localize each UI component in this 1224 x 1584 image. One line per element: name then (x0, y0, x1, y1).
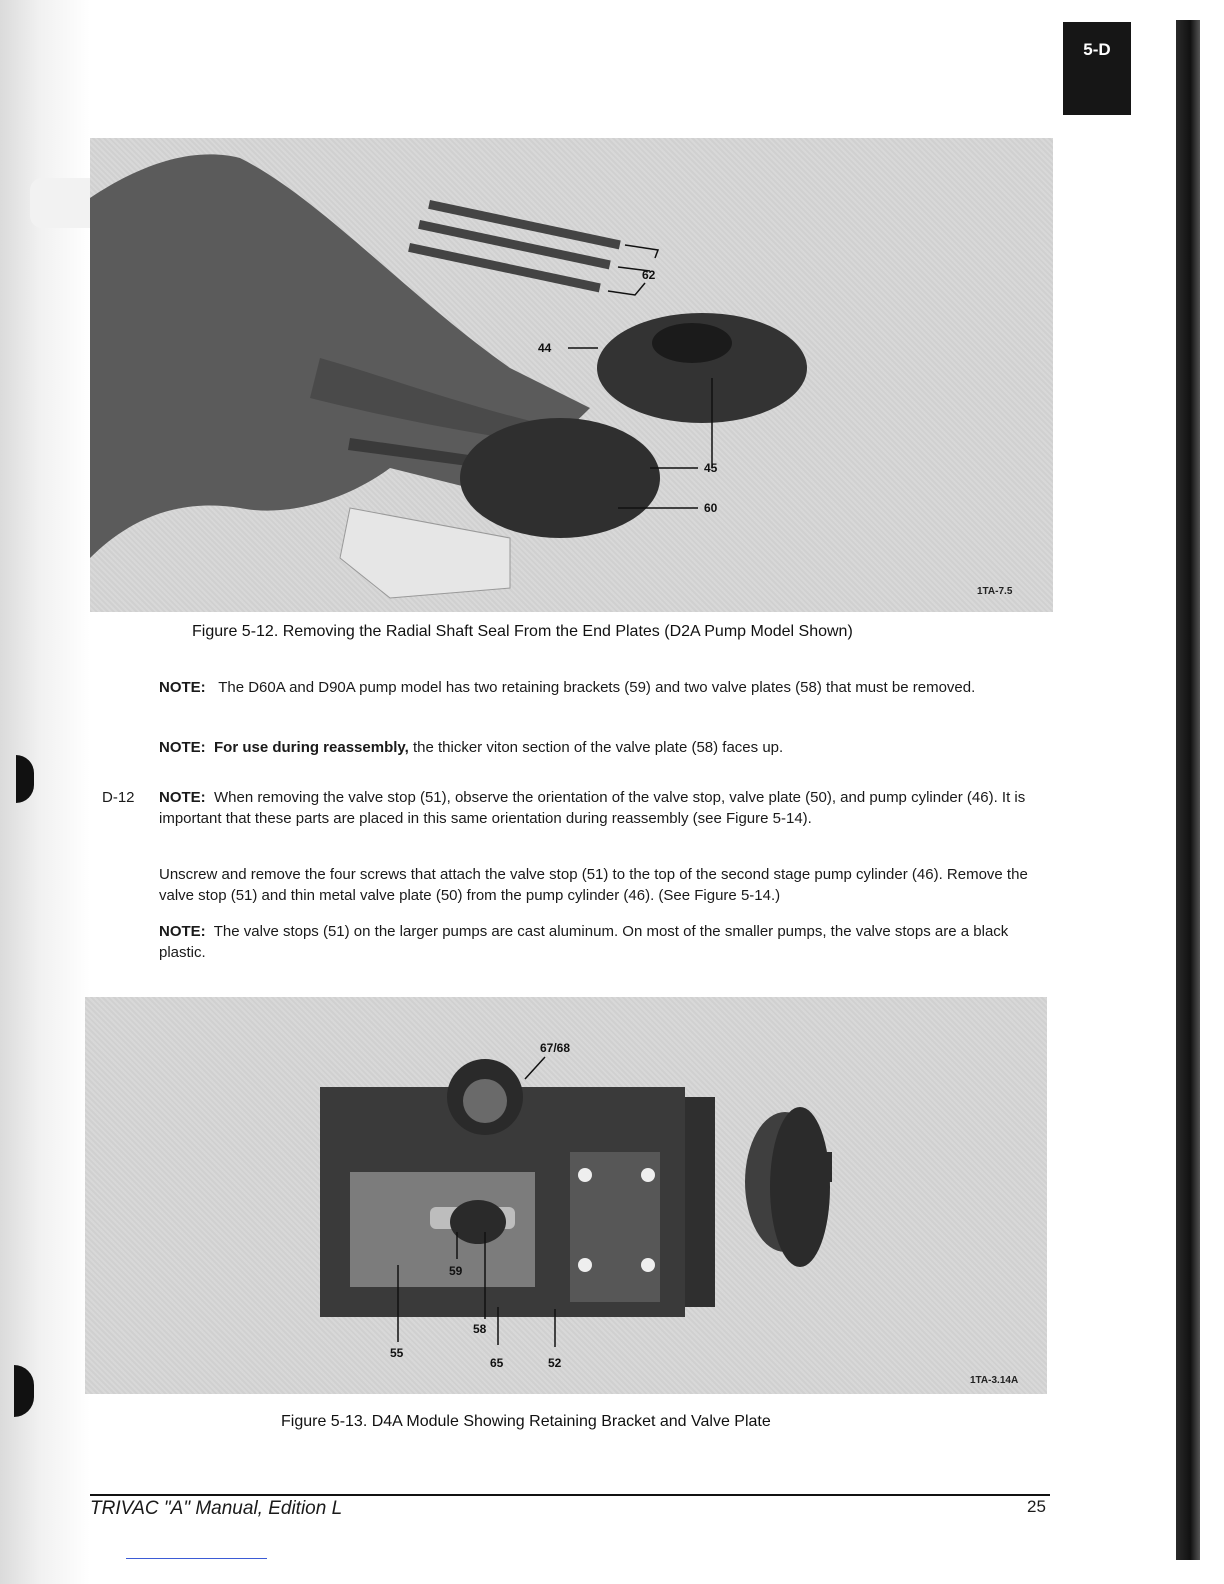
callout-52: 52 (548, 1356, 562, 1370)
figure-5-12-photo (90, 138, 1053, 612)
callout-44: 44 (538, 341, 552, 355)
note-4 (159, 921, 1059, 963)
leader-62-c (608, 283, 645, 295)
callout-55: 55 (390, 1346, 404, 1360)
procedure-paragraph: Unscrew and remove the four screws that attach the valve stop (51) to the top of the second stage pump cylinder (46). Remove the valve stop (51) and thin metal valve plate (50) from the pump cylinder (46). (See Figure 5-14.) (159, 866, 1028, 904)
note-1-text: The D60A and D90A pump model has two retaining brackets (59) and two valve plates (58) that must be removed. (218, 679, 976, 696)
scan-artifact-line (126, 1558, 267, 1559)
callout-59: 59 (449, 1264, 463, 1278)
note-2-bold: For use during reassembly, (214, 739, 409, 756)
valve-plate-area (350, 1172, 535, 1287)
note-4-label: NOTE: (159, 923, 206, 940)
callout-62: 62 (642, 268, 656, 282)
note-1 (159, 677, 1059, 698)
figure-5-12-code: 1TA-7.5 (977, 586, 1013, 597)
scan-edge-right (1176, 20, 1200, 1560)
note-3-label: NOTE: (159, 789, 206, 806)
rod-62-c (408, 243, 601, 292)
seal-bore (652, 323, 732, 363)
flange (685, 1097, 715, 1307)
note-3-text: When removing the valve stop (51), observe the orientation of the valve stop, valve plate (50), and pump cylinder (46). It is important that these parts are placed in this same orientation during reassembly (see Figure 5-14). (159, 789, 1026, 827)
note-2-label: NOTE: (159, 739, 206, 756)
page-number: 25 (1027, 1497, 1046, 1516)
callout-60: 60 (704, 501, 718, 515)
figure-5-13-code: 1TA-3.14A (970, 1375, 1019, 1386)
leader-62-a (625, 245, 658, 258)
figure-5-13-photo (85, 997, 1047, 1394)
figure-5-12-caption: Figure 5-12. Removing the Radial Shaft Seal From the End Plates (D2A Pump Model Shown) (192, 623, 853, 640)
figure-5-13-caption: Figure 5-13. D4A Module Showing Retaining Bracket and Valve Plate (281, 1413, 771, 1430)
section-number: D-12 (102, 789, 135, 806)
leader-67-68 (525, 1057, 545, 1079)
note-2 (159, 737, 1059, 758)
note-1-label: NOTE: (159, 679, 206, 696)
screw-4 (641, 1258, 655, 1272)
top-port-inner (463, 1079, 507, 1123)
screw-1 (578, 1168, 592, 1182)
section-tab: 5-D (1063, 22, 1131, 115)
callout-45: 45 (704, 461, 718, 475)
note-2-text: the thicker viton section of the valve plate (58) faces up. (412, 739, 784, 756)
rod-62-b (418, 220, 611, 269)
callout-65: 65 (490, 1356, 504, 1370)
figure-5-12-drawing (90, 138, 1053, 612)
figure-5-13-drawing (85, 997, 1047, 1394)
rod-62-a (428, 200, 621, 249)
valve-opening (450, 1200, 506, 1244)
coupling-hub (770, 1107, 830, 1267)
callout-67-68: 67/68 (540, 1041, 571, 1055)
end-plate (460, 418, 660, 538)
footer-title: TRIVAC "A" Manual, Edition L (90, 1498, 343, 1519)
support-block (340, 508, 510, 598)
callout-58: 58 (473, 1322, 487, 1336)
note-4-text: The valve stops (51) on the larger pumps are cast aluminum. On most of the smaller pumps, the valve stops are a black plastic. (159, 923, 1009, 961)
screw-3 (578, 1258, 592, 1272)
shaft-end (820, 1152, 832, 1182)
screw-2 (641, 1168, 655, 1182)
scan-shadow-left (0, 0, 90, 1584)
footer-rule (90, 1494, 1050, 1496)
binder-hole-top (30, 178, 92, 228)
note-3 (159, 787, 1059, 829)
